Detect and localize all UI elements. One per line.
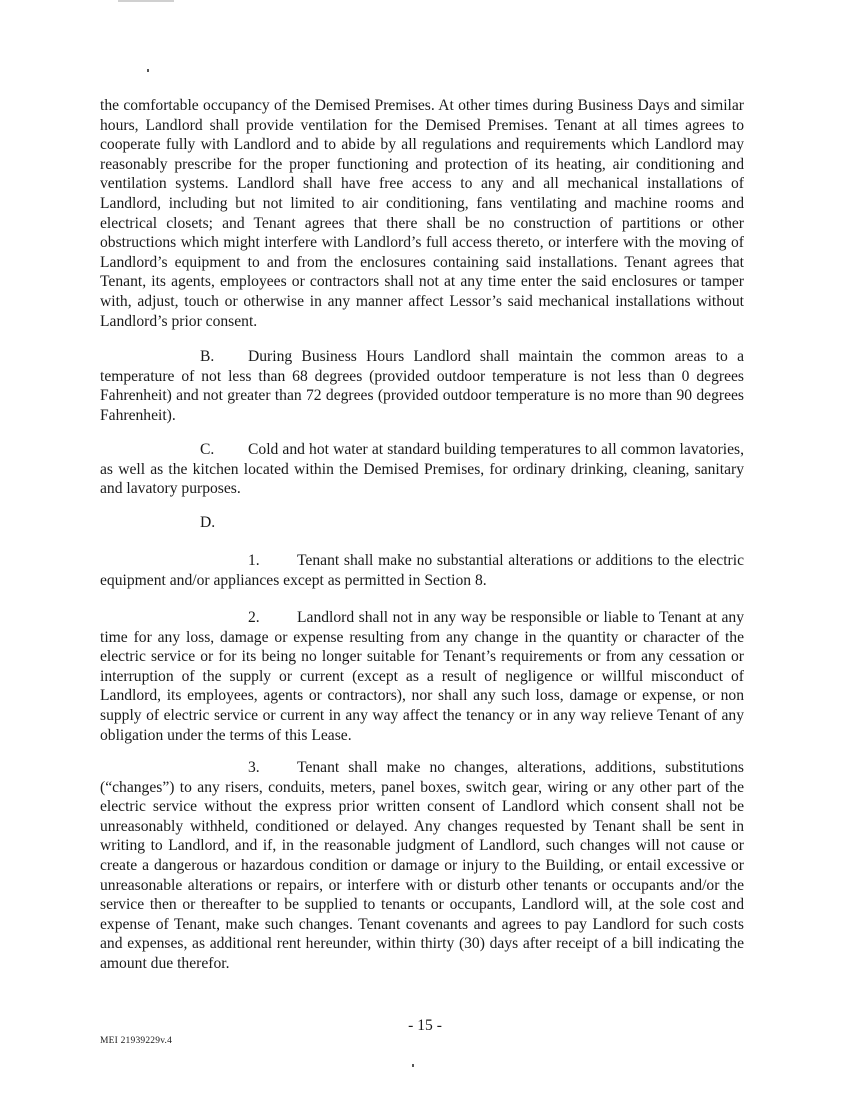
paragraph-continuation: the comfortable occupancy of the Demised Premises. At other times during Business Days and similar hours, Landlord shall provide ventilation for the Demised Premises. Tenant at all times agrees to cooperate fully with Landlord and to abide by all regulations and requirements which Landlord may reasonably prescribe for the proper functioning and protection of its heating, air conditioning and ventilation systems. Landlord shall have free access to any and all mechanical installations of Landlord, including but not limited to air conditioning, fans ventilating and machine rooms and electrical closets; and Tenant agrees that there shall be no construction of partitions or other obstructions which might interfere with Landlord’s full access thereto, or interfere with the moving of Landlord’s equipment to and from the enclosures containing said installations. Tenant agrees that Tenant, its agents, employees or contractors shall not at any time enter the said enclosures or tamper with, adjust, touch or otherwise in any manner affect Lessor’s said mechanical installations without Landlord’s prior consent. (100, 97, 744, 330)
document-id: MEI 21939229v.4 (100, 1036, 173, 1046)
scan-speck (147, 69, 149, 72)
subparagraph-1-label: 1. (248, 552, 260, 569)
subparagraph-2-label: 2. (248, 609, 260, 626)
subparagraph-1 (100, 551, 744, 590)
subparagraph-1-text: Tenant shall make no substantial alterations or additions to the electric equipment and/or appliances except as permitted in Section 8. (100, 552, 744, 589)
subparagraph-3 (100, 758, 744, 974)
subparagraph-3-text: Tenant shall make no changes, alterations, additions, substitutions (“changes”) to any risers, conduits, meters, panel boxes, switch gear, wiring or any other part of the electric service without the express prior written consent of Landlord which consent shall not be unreasonably withheld, conditioned or delayed. Any changes requested by Tenant shall be sent in writing to Landlord, and if, in the reasonable judgment of Landlord, such changes will not cause or create a dangerous or hazardous condition or damage or injury to the Building, or entail excessive or unreasonable alterations or repairs, or interfere with or disturb other tenants or occupants and/or the service then or thereafter to be supplied to tenants or occupants, Landlord will, at the sole cost and expense of Tenant, make such changes. Tenant covenants and agrees to pay Landlord for such costs and expenses, as additional rent hereunder, within thirty (30) days after receipt of a bill indicating the amount due therefor. (100, 759, 744, 972)
scan-artifact (118, 0, 174, 2)
paragraph-d-label: D. (200, 514, 216, 531)
paragraph-b (100, 347, 744, 425)
paragraph-d (100, 513, 744, 533)
scan-speck (412, 1064, 414, 1067)
paragraph-c (100, 440, 744, 499)
paragraph-b-label: B. (200, 348, 215, 365)
subparagraph-3-label: 3. (248, 759, 260, 776)
page-number: - 15 - (408, 1017, 442, 1034)
paragraph-b-text: During Business Hours Landlord shall maintain the common areas to a temperature of not less than 68 degrees (provided outdoor temperature is not less than 0 degrees Fahrenheit) and not greater than 72 degrees (provided outdoor temperature is no more than 90 degrees Fahrenheit). (100, 348, 744, 424)
paragraph-c-label: C. (200, 441, 215, 458)
paragraph-c-text: Cold and hot water at standard building temperatures to all common lavatories, as well as the kitchen located within the Demised Premises, for ordinary drinking, cleaning, sanitary and lavatory purposes. (100, 441, 744, 498)
subparagraph-2-text: Landlord shall not in any way be responsible or liable to Tenant at any time for any loss, damage or expense resulting from any change in the quantity or character of the electric service or for its being no longer suitable for Tenant’s requirements or from any cessation or interruption of the supply or current (except as a result of negligence or willful misconduct of Landlord, its employees, agents or contractors), nor shall any such loss, damage or expense, or non supply of electric service or current in any way affect the tenancy or in any way relieve Tenant of any obligation under the terms of this Lease. (100, 609, 744, 744)
subparagraph-2 (100, 608, 744, 745)
